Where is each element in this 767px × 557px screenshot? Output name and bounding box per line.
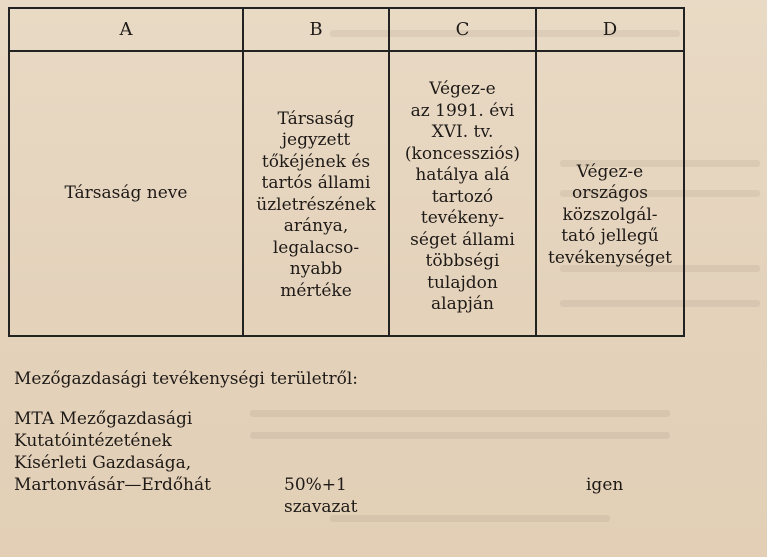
table-border-bottom: [8, 335, 685, 337]
column-desc-b: Társaság jegyzett tőkéjének és tartós állami üzletrészének aránya, legalacso- nyabb mértéke: [256, 108, 376, 301]
column-desc-c: Végez-e az 1991. évi XVI. tv. (koncessziós) hatálya alá tartozó tevékeny- séget állami többségi tulajdon alapján: [404, 79, 521, 315]
column-desc-d: Végez-e országos közszolgál- tató jellegű tevékenységet: [547, 161, 673, 268]
column-header-b: B: [309, 18, 323, 40]
company-name: MTA Mezőgazdasági Kutatóintézetének Kísérleti Gazdasága, Martonvásár—Erdőhát: [14, 409, 211, 495]
share-value: 50%+1 szavazat: [284, 475, 358, 517]
column-header-a: A: [119, 18, 133, 40]
column-header-c: C: [455, 18, 470, 40]
column-desc-a: Társaság neve: [64, 182, 188, 203]
table-border-right: [683, 7, 685, 337]
column-header-d: D: [602, 18, 618, 40]
bleed-through-line: [250, 432, 670, 439]
section-heading: Mezőgazdasági tevékenységi területről:: [14, 369, 359, 389]
public-service-value: igen: [586, 475, 624, 495]
bleed-through-line: [330, 515, 610, 522]
bleed-through-line: [250, 410, 670, 417]
